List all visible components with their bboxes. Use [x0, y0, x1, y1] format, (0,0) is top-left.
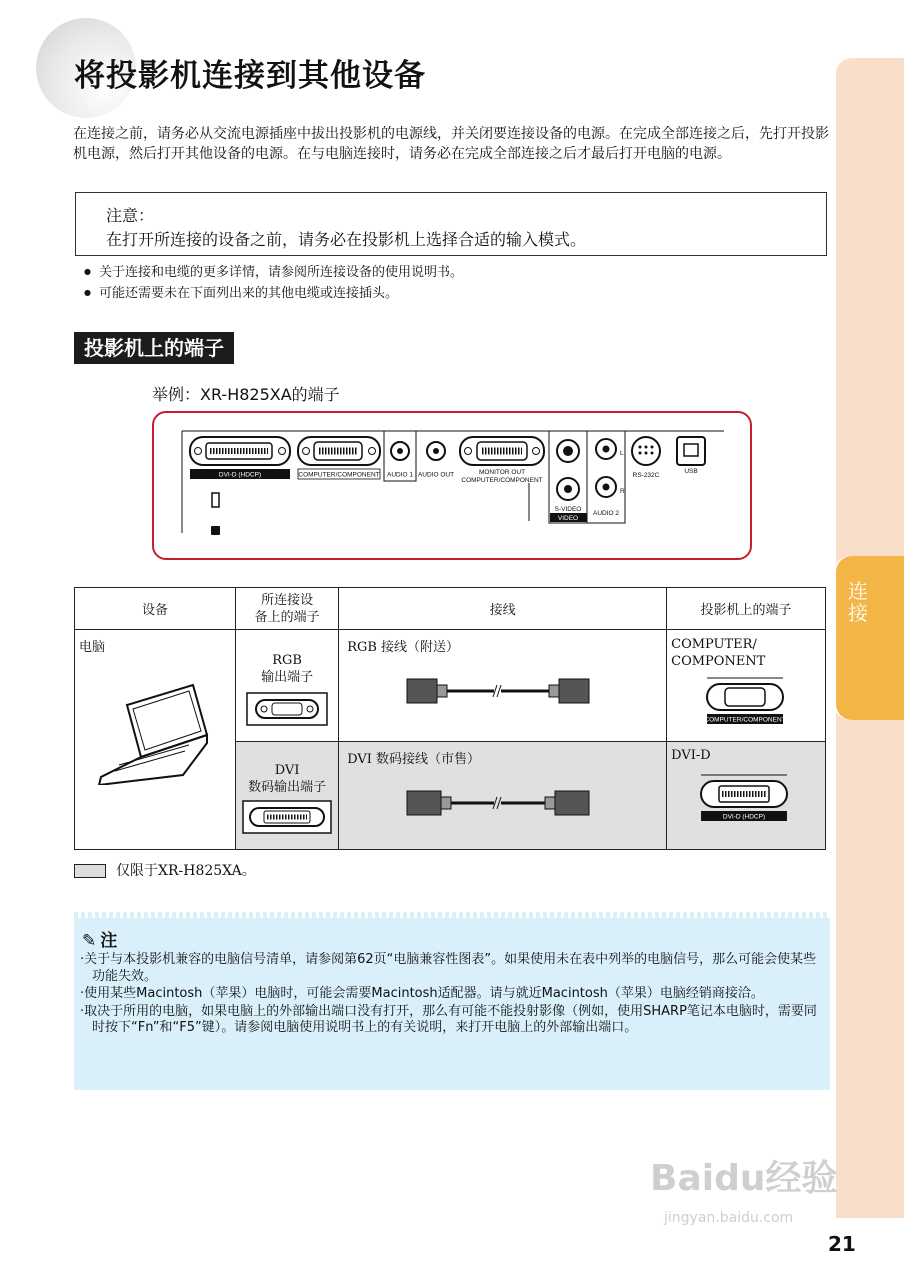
- audio2-label: AUDIO 2: [592, 510, 620, 517]
- monitor-out-port-icon: [460, 437, 544, 465]
- bullet-list: [84, 262, 463, 304]
- device-cell: [75, 630, 236, 850]
- projector-computer-line1: COMPUTER/: [671, 637, 757, 652]
- section-title: 投影机上的端子: [74, 332, 234, 364]
- monitor-out-sublabel: COMPUTER/COMPONENT: [461, 477, 543, 484]
- dvi-output-port-icon: [242, 800, 332, 834]
- rs232c-label: RS-232C: [632, 472, 660, 479]
- note-item: ·关于与本投影机兼容的电脑信号清单，请参阅第62页“电脑兼容性图表”。如果使用未在表中列举的电脑信号，那么可能会使某些功能失效。: [80, 952, 817, 984]
- page-title: 将投影机连接到其他设备: [74, 58, 426, 94]
- computer-port-icon: [298, 437, 380, 465]
- header-device: 设备: [75, 588, 236, 630]
- table-row: [75, 630, 826, 742]
- header-cable: 接线: [339, 588, 667, 630]
- cable-rgb-label: RGB 接线（附送）: [347, 640, 460, 655]
- terminal-cell-rgb: [236, 630, 339, 742]
- cable-dvi-label: DVI 数码接线（市售）: [347, 752, 481, 767]
- terminal-panel: [152, 411, 752, 560]
- laptop-icon: [75, 665, 235, 785]
- notes-header-label: 注: [100, 931, 118, 951]
- notes-header: [82, 926, 117, 951]
- note-item: ·使用某些Macintosh（苹果）电脑时，可能会需要Macintosh适配器。请与就近Macintosh（苹果）电脑经销商接洽。: [80, 986, 764, 1001]
- projector-dvi-port-icon: [667, 769, 823, 829]
- header-terminal-line1: 所连接设: [261, 592, 314, 608]
- usb-label: USB: [684, 468, 698, 475]
- dvi-label: DVI-D (HDCP): [218, 471, 262, 479]
- bullet-item: ● 关于连接和电缆的更多详情，请参阅所连接设备的使用说明书。: [84, 262, 463, 283]
- notes-body: [80, 952, 820, 1038]
- dvi-port-icon: [190, 437, 290, 465]
- terminal-dvi-line2: 数码输出端子: [248, 780, 327, 795]
- legend-text: 仅限于XR-H825XA。: [116, 863, 256, 879]
- notes-dotted-border: [74, 912, 830, 918]
- audio2-r-label: R: [620, 488, 625, 495]
- security-slot-icon: [212, 493, 219, 507]
- header-terminal-line2: 备上的端子: [254, 609, 320, 625]
- rs232c-port-icon: [632, 437, 660, 465]
- example-label: 举例：XR-H825XA的端子: [152, 385, 340, 404]
- usb-port-icon: [677, 437, 705, 465]
- projector-cell-dvi: [667, 742, 826, 850]
- rgb-output-port-icon: [246, 692, 328, 726]
- table-header-row: [75, 588, 826, 630]
- note-item-text: 使用某些Macintosh（苹果）电脑时，可能会需要Macintosh适配器。请与就近Macintosh（苹果）电脑经销商接洽。: [84, 986, 764, 1001]
- projector-computer-line2: COMPONENT: [671, 654, 766, 669]
- dvi-cable-icon: [339, 773, 665, 833]
- audio-out-label: AUDIO OUT: [417, 471, 455, 479]
- note-item: ·取决于所用的电脑，如果电脑上的外部输出端口没有打开，那么有可能不能投射影像（例如，使用SHARP笔记本电脑时，需要同时按下“Fn”和“F5”键）。请参阅电脑使用说明书上的有关说明，来打开电脑上的外部输出端口。: [80, 1003, 817, 1035]
- projector-computer-port-icon: [667, 676, 823, 730]
- audio2-l-label: L: [620, 450, 624, 457]
- terminal-dvi-line1: DVI: [274, 763, 300, 778]
- pencil-icon: ✎: [82, 931, 97, 951]
- caution-text: 在打开所连接的设备之前，请务必在投影机上选择合适的输入模式。: [106, 230, 587, 249]
- note-item-text: 关于与本投影机兼容的电脑信号清单，请参阅第62页“电脑兼容性图表”。如果使用未在表中列举的电脑信号，那么可能会使某些功能失效。: [84, 952, 817, 984]
- cable-cell-dvi: [339, 742, 667, 850]
- header-terminal: [236, 588, 339, 630]
- side-tab-connection[interactable]: [836, 556, 904, 720]
- projector-cell-computer: [667, 630, 826, 742]
- watermark-logo: Baidu经验: [650, 1158, 838, 1199]
- page-number: 21: [828, 1232, 856, 1256]
- device-label: 电脑: [79, 640, 106, 655]
- video-label: VIDEO: [557, 515, 579, 522]
- notes-box: [74, 912, 830, 1090]
- terminal-cell-dvi: [236, 742, 339, 850]
- terminal-panel-drawing: [154, 413, 750, 558]
- connection-table: [74, 587, 826, 850]
- side-tab-label: 连接: [848, 579, 868, 625]
- monitor-out-label: MONITOR OUT: [478, 469, 526, 476]
- rgb-cable-icon: [339, 661, 665, 721]
- projector-computer-tag: COMPUTER/COMPONENT: [704, 716, 786, 724]
- terminal-rgb-line1: RGB: [272, 653, 302, 668]
- header-projector-terminal: 投影机上的端子: [667, 588, 826, 630]
- cable-cell-rgb: [339, 630, 667, 742]
- caution-label: 注意：: [106, 206, 155, 225]
- legend-swatch: [74, 864, 106, 878]
- bullet-item: ● 可能还需要未在下面列出来的其他电缆或连接插头。: [84, 283, 463, 304]
- projector-dvi-label: DVI-D: [671, 748, 711, 763]
- s-video-label: S-VIDEO: [554, 506, 582, 513]
- computer-label: COMPUTER/COMPONENT: [298, 471, 380, 479]
- watermark-url: jingyan.baidu.com: [664, 1210, 794, 1226]
- caution-box: [75, 192, 827, 256]
- projector-dvi-tag: DVI-D (HDCP): [723, 813, 766, 821]
- note-item-text: 取决于所用的电脑，如果电脑上的外部输出端口没有打开，那么有可能不能投射影像（例如，使用SHARP笔记本电脑时，需要同时按下“Fn”和“F5”键）。请参阅电脑使用说明书上的有关说明，来打开电脑上的外部输出端口。: [84, 1003, 817, 1035]
- intro-paragraph: 在连接之前，请务必从交流电源插座中拔出投影机的电源线，并关闭要连接设备的电源。在完成全部连接之后，先打开投影机电源，然后打开其他设备的电源。在与电脑连接时，请务必在完成全部连接之后才最后打开电脑的电源。: [73, 126, 829, 162]
- audio1-label: AUDIO 1: [386, 471, 414, 479]
- terminal-rgb-line2: 输出端子: [261, 670, 314, 685]
- kensington-lock-icon: [211, 526, 220, 535]
